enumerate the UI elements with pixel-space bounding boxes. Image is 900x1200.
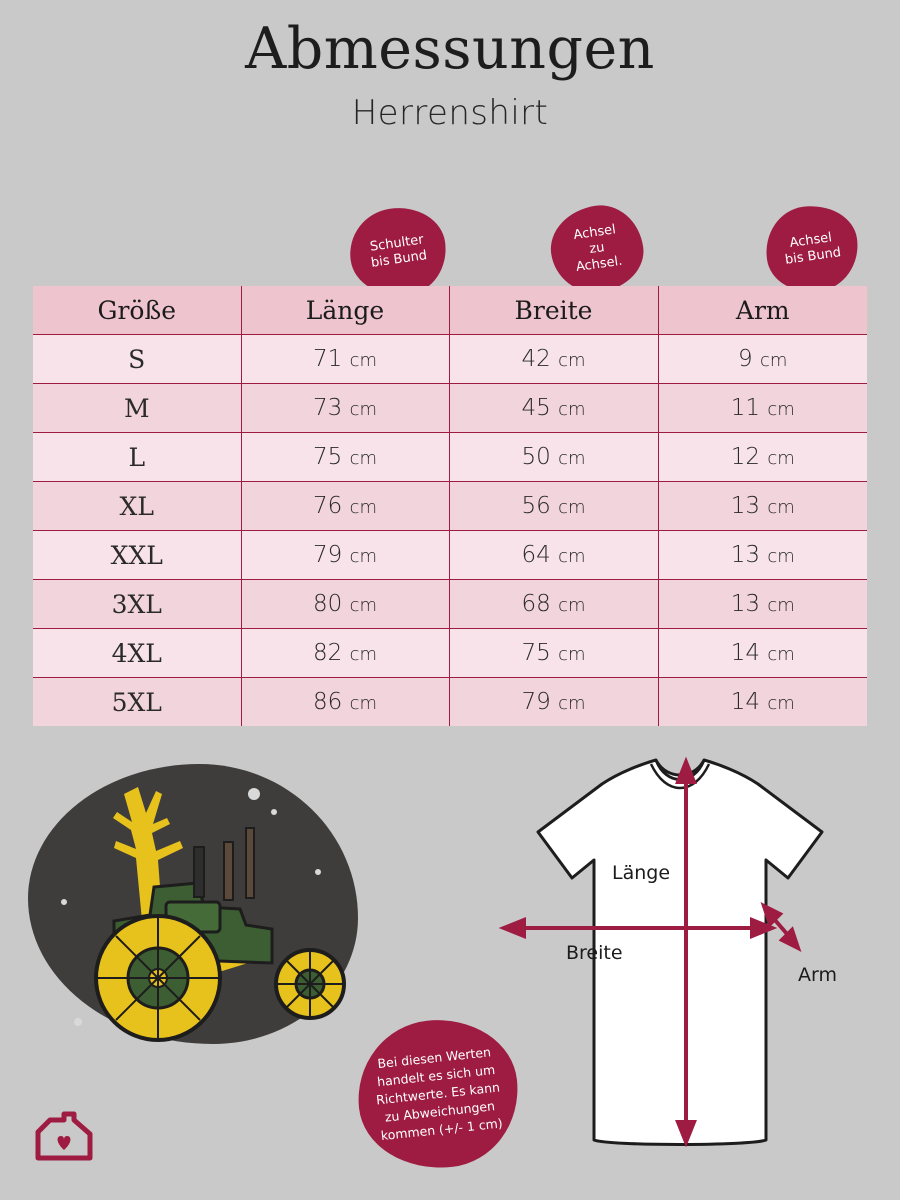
cell-arm: 11 cm: [658, 384, 867, 433]
badge-line-1: Achsel: [572, 221, 617, 243]
cell-breite: 75 cm: [449, 629, 658, 678]
cell-size: 4XL: [33, 629, 241, 678]
badge-line-2: zu: [588, 239, 606, 257]
cell-laenge: 71 cm: [241, 335, 449, 384]
cell-laenge: 79 cm: [241, 531, 449, 580]
table-row: [33, 678, 867, 727]
cell-arm: 9 cm: [658, 335, 867, 384]
column-header-breite: Breite: [449, 286, 658, 335]
cell-breite: 50 cm: [449, 433, 658, 482]
product-artwork: [18, 752, 378, 1062]
page-title: Abmessungen: [245, 16, 655, 82]
table-row: [33, 580, 867, 629]
column-header-groesse: Größe: [33, 286, 241, 335]
badge-line-1: Schulter: [369, 232, 425, 255]
cell-arm: 13 cm: [658, 580, 867, 629]
cell-arm: 12 cm: [658, 433, 867, 482]
table-row: [33, 482, 867, 531]
cell-arm: 14 cm: [658, 629, 867, 678]
cell-laenge: 76 cm: [241, 482, 449, 531]
cell-arm: 13 cm: [658, 482, 867, 531]
note-text: Bei diesen Werten handelt es sich um Richtwerte. Es kann zu Abweichungen kommen (+/- 1 cm): [375, 1043, 504, 1144]
table-row: [33, 433, 867, 482]
size-table-wrapper: [33, 286, 867, 726]
cell-laenge: 86 cm: [241, 678, 449, 727]
cell-laenge: 80 cm: [241, 580, 449, 629]
cell-laenge: 73 cm: [241, 384, 449, 433]
cell-breite: 79 cm: [449, 678, 658, 727]
label-breite: Breite: [566, 942, 623, 964]
shirt-outline-svg: [470, 746, 870, 1166]
cell-breite: 68 cm: [449, 580, 658, 629]
page-header: [0, 0, 900, 133]
bottom-section: [0, 742, 900, 1200]
cell-size: S: [33, 335, 241, 384]
label-laenge: Länge: [612, 862, 671, 884]
cell-arm: 14 cm: [730, 689, 795, 715]
table-row: [33, 335, 867, 384]
label-arm: Arm: [798, 964, 837, 986]
table-row: [33, 531, 867, 580]
badge-line-3: Achsel.: [575, 253, 624, 276]
badge-line-2: bis Bund: [370, 248, 429, 271]
cell-breite: 56 cm: [449, 482, 658, 531]
cell-arm: 13 cm: [658, 531, 867, 580]
table-body: [33, 335, 867, 727]
badge-achsel-bis-bund: [760, 200, 863, 298]
table-header-row: [33, 286, 867, 335]
cell-laenge: 82 cm: [241, 629, 449, 678]
cell-size: XXL: [33, 531, 241, 580]
shirt-diagram: [470, 746, 870, 1166]
cell-size: 5XL: [33, 678, 241, 727]
cell-breite: 45 cm: [449, 384, 658, 433]
cell-breite: 64 cm: [449, 531, 658, 580]
cell-size: L: [33, 433, 241, 482]
cell-breite: 42 cm: [449, 335, 658, 384]
badge-achsel-zu-achsel: [545, 200, 648, 298]
tractor-deer-illustration: [18, 752, 378, 1062]
badge-line-2: bis Bund: [784, 245, 843, 268]
brand-logo-icon: [34, 1110, 94, 1162]
size-table: [33, 286, 867, 726]
table-row: [33, 384, 867, 433]
page-subtitle: Herrenshirt: [351, 92, 549, 133]
column-header-arm: Arm: [658, 286, 867, 335]
column-header-laenge: Länge: [241, 286, 449, 335]
cell-size: 3XL: [33, 580, 241, 629]
badge-line-1: Achsel: [788, 229, 833, 251]
table-row: [33, 629, 867, 678]
cell-size: M: [33, 384, 241, 433]
cell-size: XL: [33, 482, 241, 531]
cell-laenge: 75 cm: [241, 433, 449, 482]
